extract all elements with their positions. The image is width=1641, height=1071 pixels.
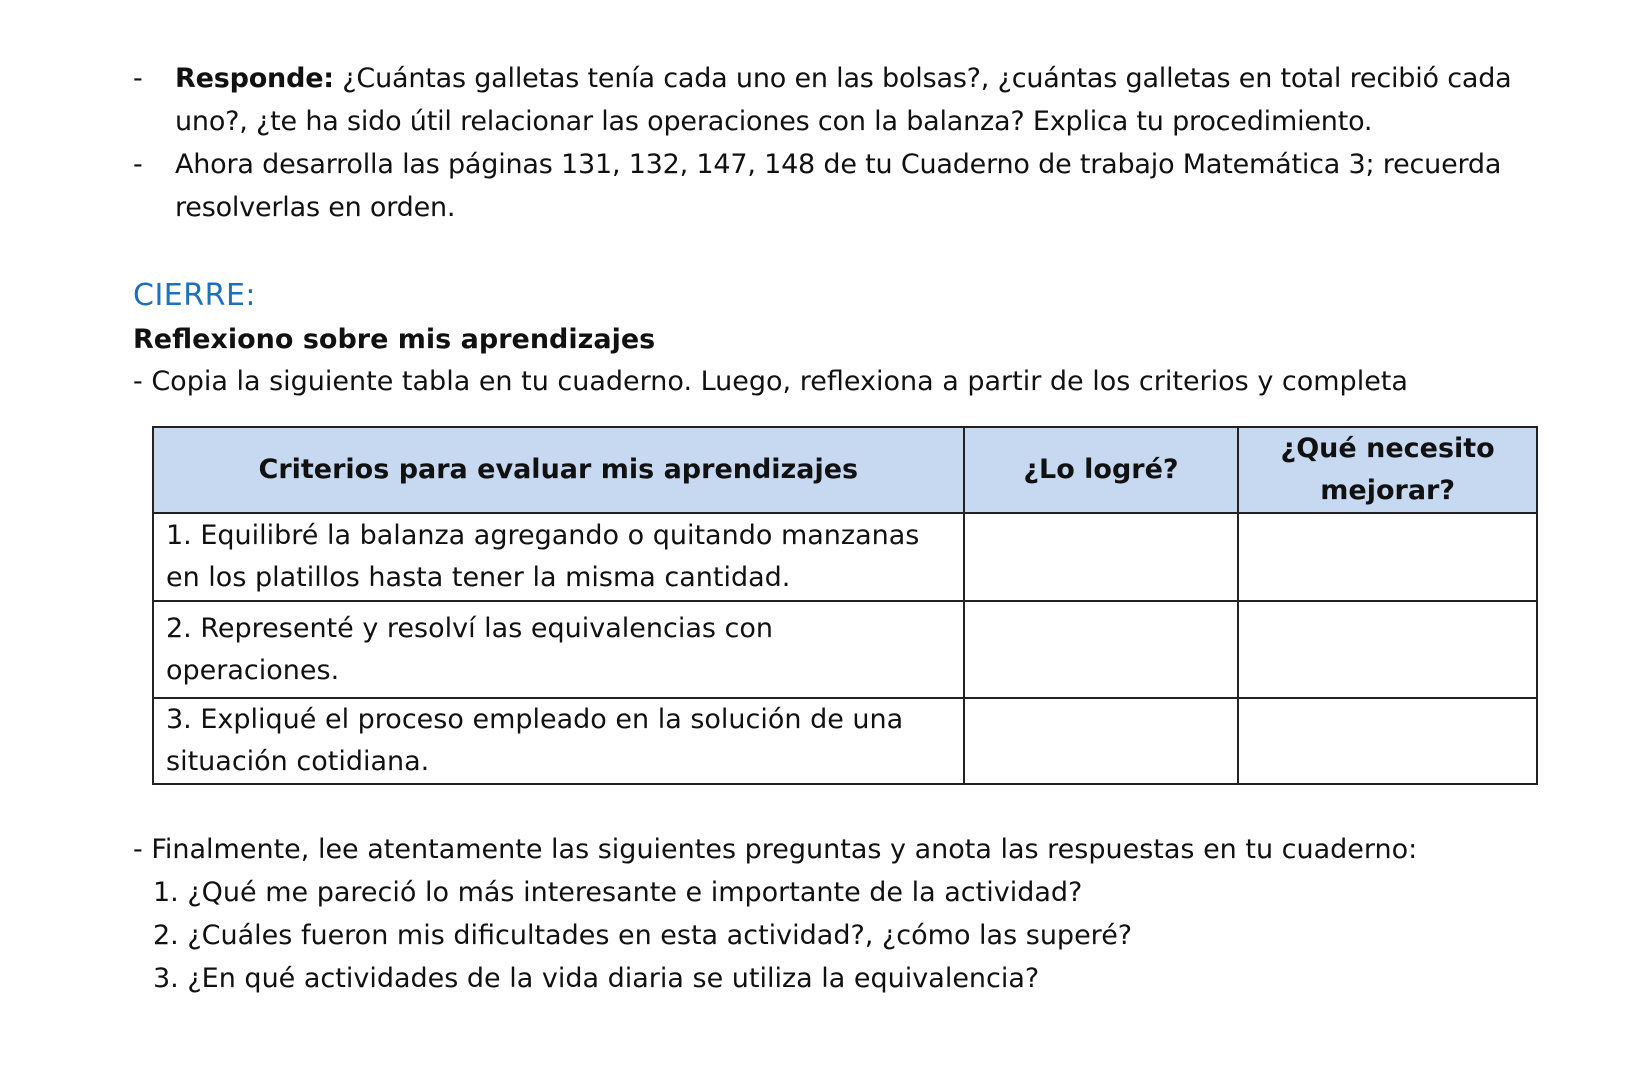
table-row: [153, 698, 1537, 784]
table-row: [153, 513, 1537, 601]
table-row: [153, 601, 1537, 698]
criterion-cell: 2. Representé y resolví las equivalencias con operaciones.: [153, 601, 964, 698]
table-instruction: - Copia la siguiente tabla en tu cuaderno. Luego, reflexiona a partir de los criterios y completa: [133, 366, 1408, 397]
improve-cell: [1238, 601, 1537, 698]
improve-cell: [1238, 698, 1537, 784]
reflection-subtitle: Reflexiono sobre mis aprendizajes: [133, 324, 656, 355]
question-item: 1. ¿Qué me pareció lo más interesante e importante de la actividad?: [153, 877, 1083, 908]
criteria-table: [152, 426, 1538, 785]
bullet-dash: -: [133, 149, 143, 180]
cierre-title: CIERRE:: [133, 278, 257, 313]
header-criterios: Criterios para evaluar mis aprendizajes: [153, 427, 964, 513]
question-item: 3. ¿En qué actividades de la vida diaria se utiliza la equivalencia?: [153, 963, 1040, 994]
final-intro: - Finalmente, lee atentamente las siguientes preguntas y anota las respuestas en tu cuaderno:: [133, 834, 1418, 865]
bullet-dash: -: [133, 63, 143, 94]
cuaderno-text: Ahora desarrolla las páginas 131, 132, 147, 148 de tu Cuaderno de trabajo Matemática 3; recuerda resolverlas en orden.: [175, 149, 1502, 223]
responde-text: ¿Cuántas galletas tenía cada uno en las bolsas?, ¿cuántas galletas en total recibió cada uno?, ¿te ha sido útil relacionar las operaciones con la balanza? Explica tu procedimiento.: [175, 63, 1512, 137]
improve-cell: [1238, 513, 1537, 601]
intro-bullets: [133, 57, 1583, 229]
criterion-cell: 1. Equilibré la balanza agregando o quitando manzanas en los platillos hasta tener la misma cantidad.: [153, 513, 964, 601]
achieved-cell: [964, 601, 1239, 698]
responde-label: Responde:: [175, 63, 334, 94]
final-questions: [133, 828, 1583, 1000]
achieved-cell: [964, 513, 1239, 601]
question-item: 2. ¿Cuáles fueron mis dificultades en esta actividad?, ¿cómo las superé?: [153, 920, 1133, 951]
criterion-cell: 3. Expliqué el proceso empleado en la solución de una situación cotidiana.: [153, 698, 964, 784]
table-header-row: [153, 427, 1537, 513]
header-lo-logre: ¿Lo logré?: [964, 427, 1239, 513]
intro-bullet-cuaderno: [133, 143, 1583, 229]
header-que-necesito-mejorar: ¿Qué necesito mejorar?: [1238, 427, 1537, 513]
intro-bullet-responde: [133, 57, 1583, 143]
achieved-cell: [964, 698, 1239, 784]
